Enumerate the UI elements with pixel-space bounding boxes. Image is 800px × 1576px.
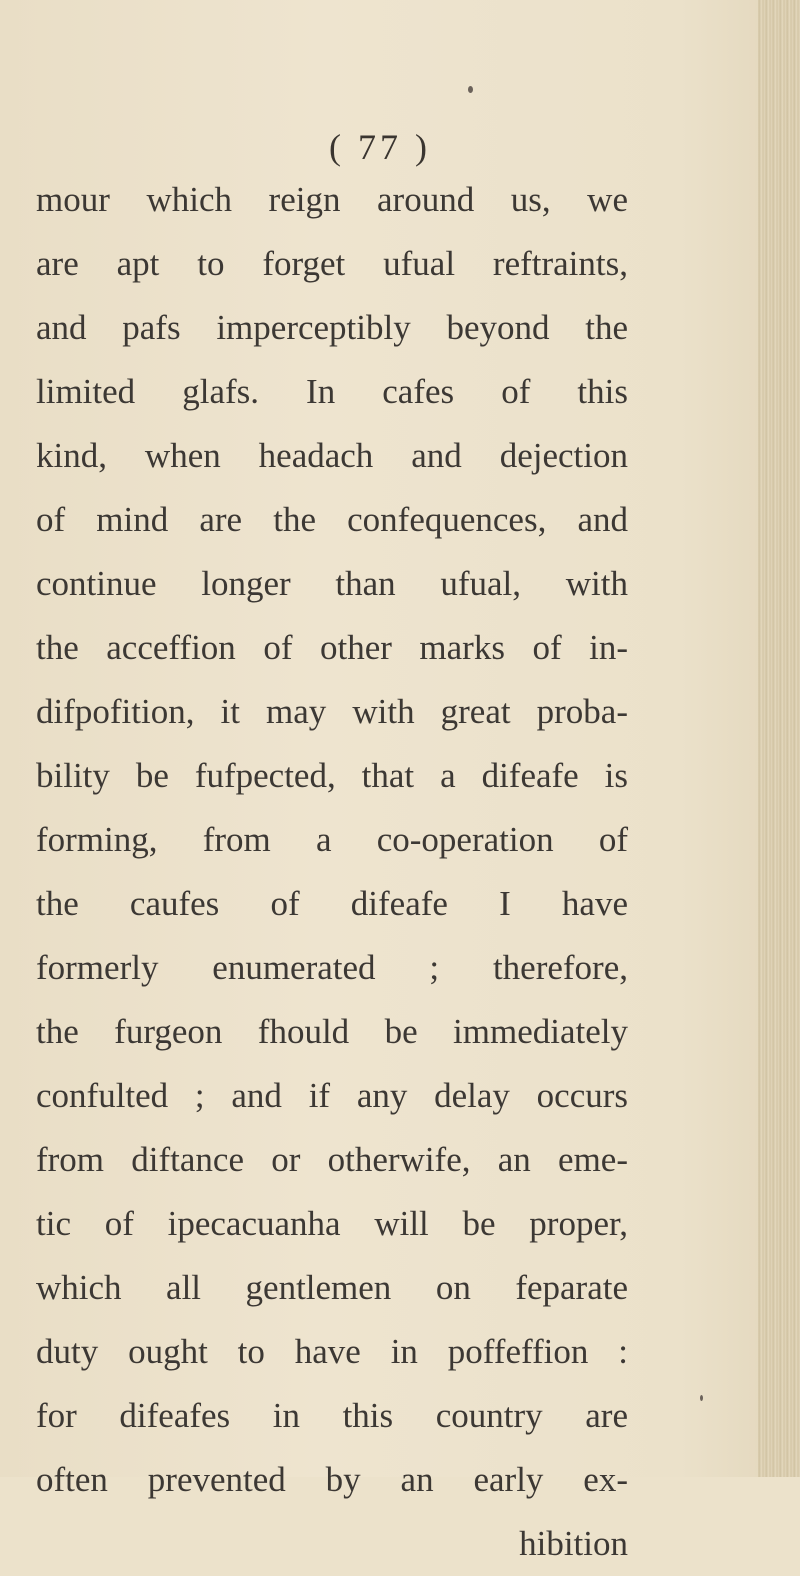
catchword: hibition xyxy=(519,1524,628,1563)
ink-speck xyxy=(468,86,473,93)
text-line: which all gentlemen on feparate xyxy=(36,1268,628,1307)
page-stack-edge xyxy=(758,0,800,1477)
text-line: confulted ; and if any delay occurs xyxy=(36,1076,628,1115)
text-line: continue longer than ufual, with xyxy=(36,564,628,603)
page-number: ( 77 ) xyxy=(329,127,431,167)
text-line: are apt to forget ufual reftraints, xyxy=(36,244,628,283)
text-line: and pafs imperceptibly beyond the xyxy=(36,308,628,347)
text-line: the caufes of difeafe I have xyxy=(36,884,628,923)
text-line: the acceffion of other marks of in- xyxy=(36,628,628,667)
text-line: formerly enumerated ; therefore, xyxy=(36,948,628,987)
text-line: difpofition, it may with great proba- xyxy=(36,692,628,731)
ink-speck xyxy=(700,1395,703,1401)
text-line: from diftance or otherwife, an eme- xyxy=(36,1140,628,1179)
text-line: bility be fufpected, that a difeafe is xyxy=(36,756,628,795)
text-line: mour which reign around us, we xyxy=(36,180,628,219)
text-line: often prevented by an early ex- xyxy=(36,1460,628,1499)
body-text xyxy=(36,168,628,1576)
text-line: for difeafes in this country are xyxy=(36,1396,628,1435)
text-line: tic of ipecacuanha will be proper, xyxy=(36,1204,628,1243)
text-line: kind, when headach and dejection xyxy=(36,436,628,475)
text-line: the furgeon fhould be immediately xyxy=(36,1012,628,1051)
text-line: limited glafs. In cafes of this xyxy=(36,372,628,411)
text-line: forming, from a co-operation of xyxy=(36,820,628,859)
text-line: duty ought to have in poffeffion : xyxy=(36,1332,628,1371)
text-line: of mind are the confequences, and xyxy=(36,500,628,539)
